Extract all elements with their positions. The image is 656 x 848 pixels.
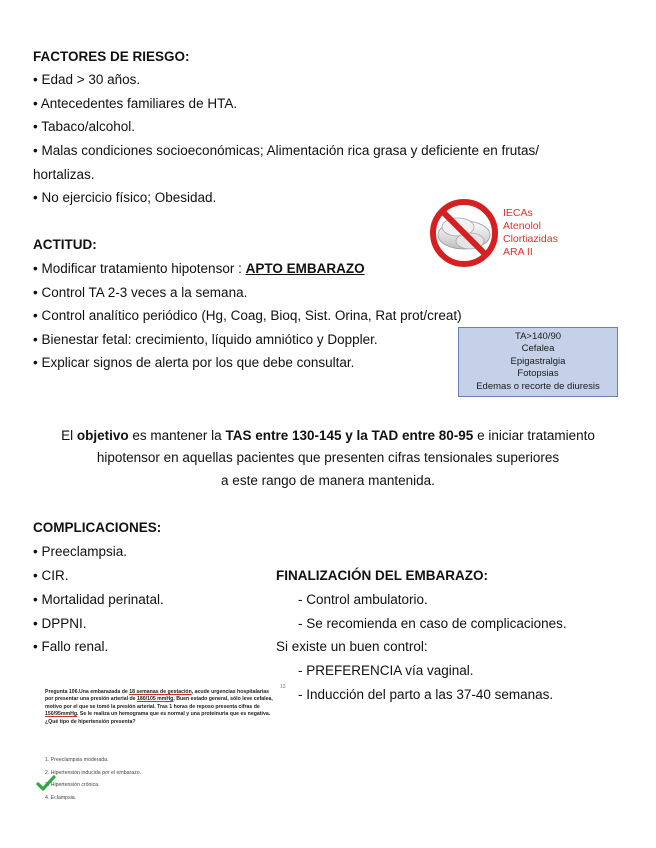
risk-factor-item: • No ejercicio físico; Obesidad. <box>33 190 217 205</box>
drug-item: ARA II <box>503 246 533 258</box>
risk-factors-heading: FACTORES DE RIESGO: <box>33 49 190 64</box>
question-text-part: , acude urgencias hospitalarias por presentar una presión arterial de <box>45 689 270 703</box>
delivery-item: Si existe un buen control: <box>276 639 428 654</box>
checkmark-icon <box>36 775 56 792</box>
complications-heading: COMPLICACIONES: <box>33 520 162 535</box>
attitude-item: • Bienestar fetal: crecimiento, líquido amniótico y Doppler. <box>33 332 378 347</box>
risk-factor-item: • Malas condiciones socioeconómicas; Alimentación rica grasa y deficiente en frutas/ <box>33 143 539 158</box>
drug-item: Atenolol <box>503 220 541 232</box>
delivery-heading: FINALIZACIÓN DEL EMBARAZO: <box>276 568 488 583</box>
complication-item: • DPPNI. <box>33 616 87 631</box>
attitude-item: • Control TA 2-3 veces a la semana. <box>33 285 248 300</box>
question-option: 1. Preeclampsia moderada. <box>45 757 109 763</box>
question-option-correct: 3. Hipertensión crónica. <box>45 782 100 788</box>
objective-text: El <box>61 428 77 443</box>
objective-bold: objetivo <box>76 428 129 443</box>
question-highlight: 150/95mmHg <box>45 711 78 718</box>
risk-factor-item: • Tabaco/alcohol. <box>33 119 136 134</box>
delivery-item: - Control ambulatorio. <box>298 592 428 607</box>
risk-factor-item: • Edad > 30 años. <box>33 72 141 87</box>
risk-factor-item: hortalizas. <box>33 167 95 182</box>
contraindicated-drugs-list <box>503 207 558 259</box>
alert-sign: Epigastralgia <box>510 355 566 367</box>
question-option: 2. Hipertensión inducida por el embarazo. <box>45 770 142 776</box>
delivery-item: - Inducción del parto a las 37-40 semanas. <box>298 687 554 702</box>
complication-item: • Preeclampsia. <box>33 544 128 559</box>
alert-sign: Fotopsias <box>517 368 559 380</box>
objective-line <box>0 428 656 444</box>
objective-bold-range: TAS entre 130-145 y la TAD entre 80-95 <box>225 428 474 443</box>
attitude-item: • Explicar signos de alerta por los que debe consultar. <box>33 355 355 370</box>
alert-signs-box <box>458 327 618 397</box>
delivery-item: - PREFERENCIA vía vaginal. <box>298 663 474 678</box>
objective-text: es mantener la <box>128 428 226 443</box>
prohibited-pills-icon <box>428 197 500 269</box>
attitude-heading: ACTITUD: <box>33 237 97 252</box>
drug-item: Clortiazidas <box>503 233 558 245</box>
delivery-item: - Se recomienda en caso de complicaciones. <box>298 616 567 631</box>
complication-item: • Fallo renal. <box>33 639 109 654</box>
objective-line: hipotensor en aquellas pacientes que presenten cifras tensionales superiores <box>96 450 560 465</box>
risk-factor-item: • Antecedentes familiares de HTA. <box>33 96 238 111</box>
apto-embarazo-emphasis: APTO EMBARAZO <box>245 261 365 276</box>
attitude-item <box>33 261 365 277</box>
exam-question-card <box>33 682 288 807</box>
question-text <box>45 689 275 726</box>
question-option: 4. Eclampsia. <box>45 795 77 801</box>
complication-item: • CIR. <box>33 568 69 583</box>
question-highlight: 180/105 mmHg <box>136 696 174 703</box>
question-text-part: . Buen estado general, sólo leve cefalea, motivo por el que se tomó la presión arterial. Tras 1 horas de reposo presenta cifras de <box>45 696 273 710</box>
question-text-part: . Se le realiza un hemograma que es normal y una proteinuria que es negativa. ¿Qué tipo de hipertensión presenta? <box>45 711 271 725</box>
objective-text: e iniciar tratamiento <box>473 428 595 443</box>
drug-item: IECAs <box>503 207 533 219</box>
attitude-item-text: • Modificar tratamiento hipotensor : <box>33 261 246 276</box>
alert-sign: Edemas o recorte de diuresis <box>476 380 600 392</box>
question-text-part: Pregunta 106.Una embarazada de <box>45 689 130 695</box>
question-page-number: 13 <box>280 684 286 690</box>
attitude-item: • Control analítico periódico (Hg, Coag, Bioq, Sist. Orina, Rat prot/creat) <box>33 308 462 323</box>
complication-item: • Mortalidad perinatal. <box>33 592 164 607</box>
alert-sign: TA>140/90 <box>514 331 562 342</box>
question-highlight: 18 semanas de gestación <box>129 689 192 695</box>
objective-line: a este rango de manera mantenida. <box>221 473 435 488</box>
alert-sign: Cefalea <box>521 343 555 355</box>
